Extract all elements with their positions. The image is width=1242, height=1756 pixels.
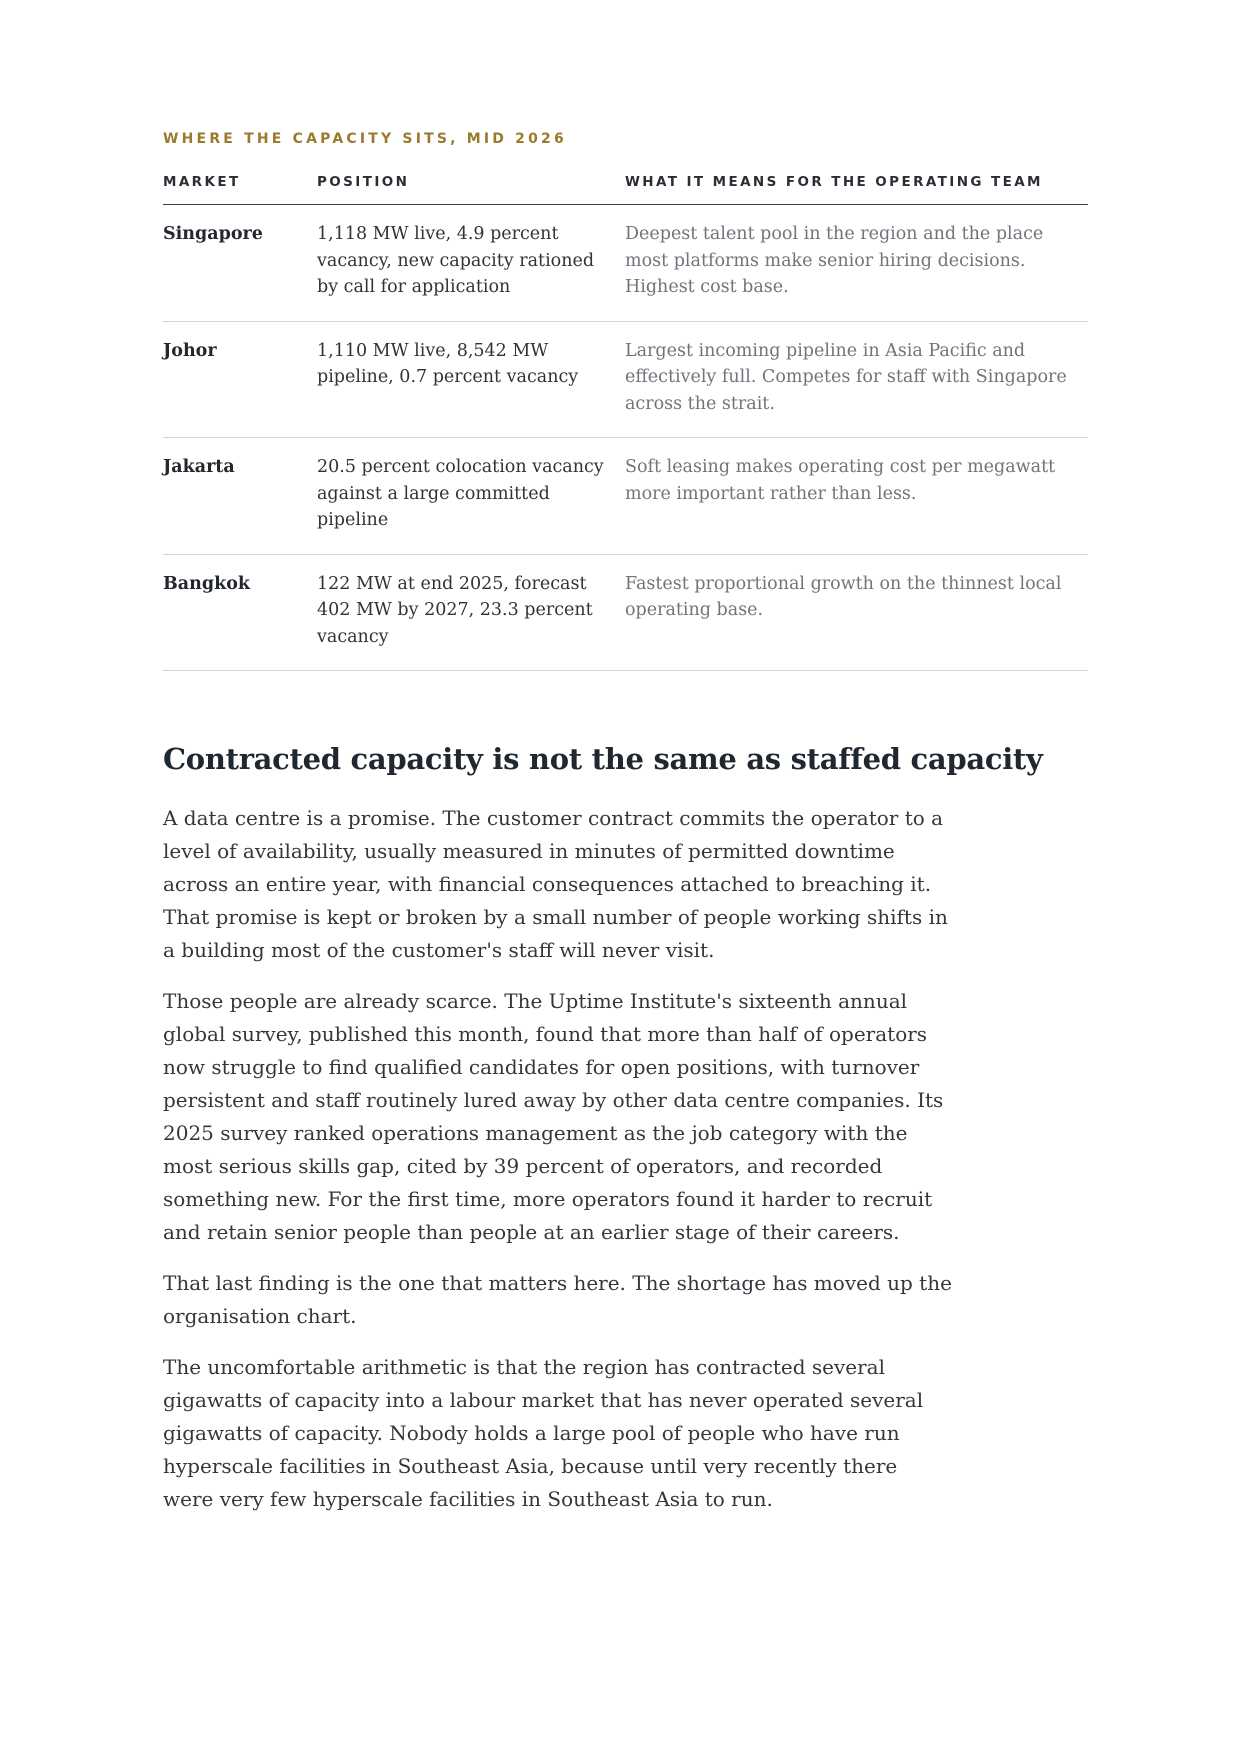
- table-row: [163, 321, 1088, 438]
- market-cell: Jakarta: [163, 438, 317, 555]
- meaning-cell: Largest incoming pipeline in Asia Pacific and effectively full. Competes for staff with Singapore across the strait.: [625, 321, 1088, 438]
- market-cell: Bangkok: [163, 554, 317, 671]
- meaning-cell: Soft leasing makes operating cost per megawatt more important rather than less.: [625, 438, 1088, 555]
- position-cell: 20.5 percent colocation vacancy against a large committed pipeline: [317, 438, 625, 555]
- body-paragraph: A data centre is a promise. The customer contract commits the operator to a level of availability, usually measured in minutes of permitted downtime across an entire year, with financial consequences attached to breaching it. That promise is kept or broken by a small number of people working shifts in a building most of the customer's staff will never visit.: [163, 806, 948, 962]
- section-body: [163, 802, 953, 1534]
- table-row: [163, 554, 1088, 671]
- table-row: [163, 205, 1088, 322]
- table-caption: WHERE THE CAPACITY SITS, MID 2026: [163, 131, 567, 147]
- table-row: [163, 438, 1088, 555]
- capacity-table: [163, 170, 1088, 671]
- market-cell: Singapore: [163, 205, 317, 322]
- position-cell: 122 MW at end 2025, forecast 402 MW by 2027, 23.3 percent vacancy: [317, 554, 625, 671]
- position-cell: 1,118 MW live, 4.9 percent vacancy, new capacity rationed by call for application: [317, 205, 625, 322]
- table-header-row: [163, 170, 1088, 205]
- body-paragraph: That last finding is the one that matters here. The shortage has moved up the organisation chart.: [163, 1271, 952, 1328]
- header-position: POSITION: [317, 170, 625, 205]
- header-market: MARKET: [163, 170, 317, 205]
- body-paragraph: The uncomfortable arithmetic is that the region has contracted several gigawatts of capacity into a labour market that has never operated several gigawatts of capacity. Nobody holds a large pool of people who have run hyperscale facilities in Southeast Asia, because until very recently there were very few hyperscale facilities in Southeast Asia to run.: [163, 1355, 924, 1511]
- meaning-cell: Deepest talent pool in the region and the place most platforms make senior hiring decisions. Highest cost base.: [625, 205, 1088, 322]
- meaning-cell: Fastest proportional growth on the thinnest local operating base.: [625, 554, 1088, 671]
- market-cell: Johor: [163, 321, 317, 438]
- position-cell: 1,110 MW live, 8,542 MW pipeline, 0.7 percent vacancy: [317, 321, 625, 438]
- header-meaning: WHAT IT MEANS FOR THE OPERATING TEAM: [625, 170, 1088, 205]
- section-heading: Contracted capacity is not the same as staffed capacity: [163, 742, 1043, 776]
- body-paragraph: Those people are already scarce. The Uptime Institute's sixteenth annual global survey, published this month, found that more than half of operators now struggle to find qualified candidates for open positions, with turnover persistent and staff routinely lured away by other data centre companies. Its 2025 survey ranked operations management as the job category with the most serious skills gap, cited by 39 percent of operators, and recorded something new. For the first time, more operators found it harder to recruit and retain senior people than people at an earlier stage of their careers.: [163, 989, 944, 1244]
